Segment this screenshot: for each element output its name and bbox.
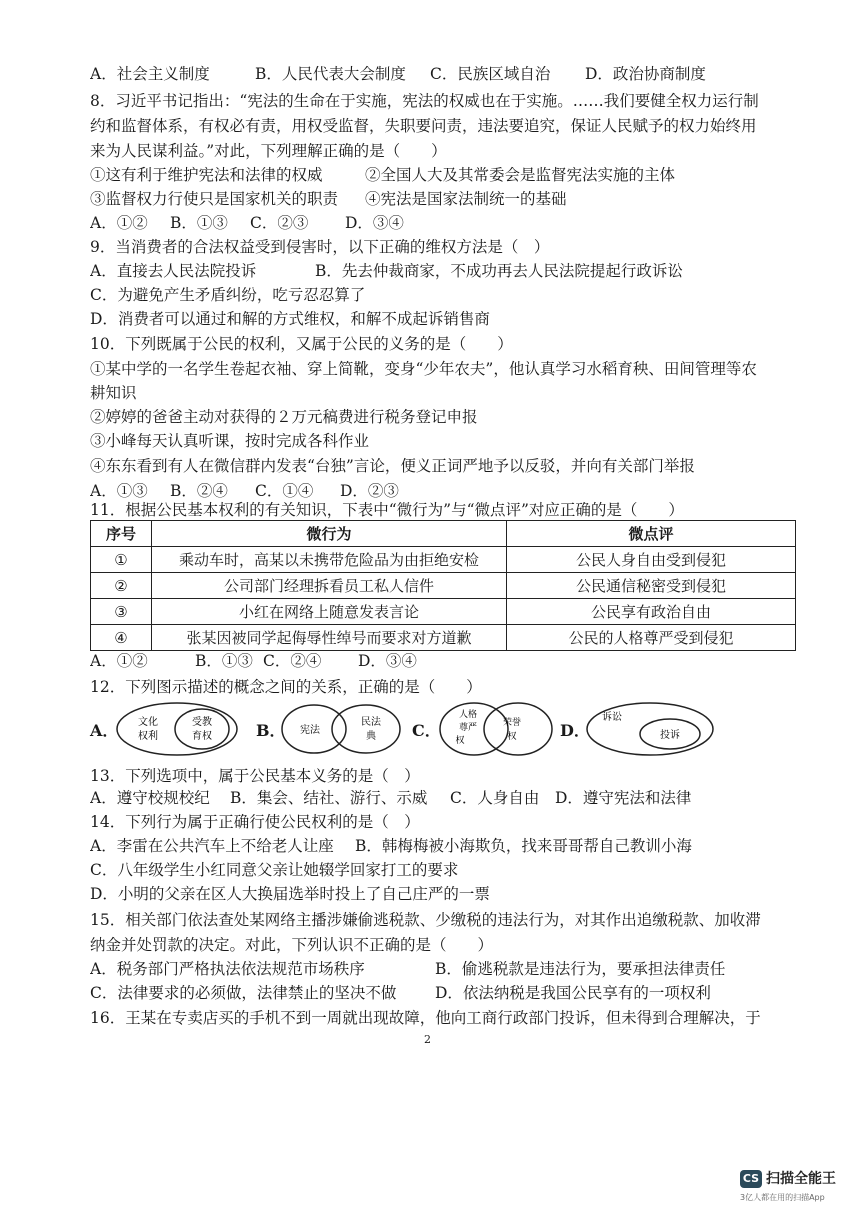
table-cell-index: ③ [91,599,152,625]
table-header-comment: 微点评 [507,521,796,547]
q8-statement-1: ①这有利于维护宪法和法律的权威 [90,166,323,184]
table-cell-index: ② [91,573,152,599]
q12-diagram-a [114,700,240,758]
q8-statement-2: ②全国人大及其常委会是监督宪法实施的主体 [365,166,676,184]
table-row [91,573,796,599]
q8-stem-line-2: 约和监督体系，有权必有责，用权受监督，失职要问责，违法要追究，保证人民赋予的权力始终用 [90,117,757,135]
q15-option-b: B．偷逃税款是违法行为，要承担法律责任 [435,960,726,978]
q12-c-right-label-2: 权 [507,732,517,742]
q8-statements-row-2 [90,189,790,209]
q15-options-row-2 [90,983,790,1003]
q10-stem: 10．下列既属于公民的权利，又属于公民的义务的是（ ） [90,335,513,353]
q7-option-b: B．人民代表大会制度 [255,65,406,83]
q12-c-left-label-1: 人格 [458,710,478,720]
table-cell-behavior: 张某因被同学起侮辱性绰号而要求对方道歉 [152,625,507,651]
q12-c-right-label-1: 荣誉 [502,718,522,728]
q9-stem: 9．当消费者的合法权益受到侵害时，以下正确的维权方法是（ ） [90,238,550,256]
q12-diagram-b [278,700,406,758]
table-row [91,599,796,625]
q8-stem-line-3: 来为人民谋利益。”对此，下列理解正确的是（ ） [90,142,447,160]
q9-options-row-1 [90,261,790,281]
table-cell-behavior: 乘动车时，高某以未携带危险品为由拒绝安检 [152,547,507,573]
q10-statement-2: ②婷婷的爸爸主动对获得的２万元稿费进行税务登记申报 [90,408,478,426]
q10-option-b: B．②④ [170,482,228,500]
q8-option-b: B．①③ [170,214,228,232]
table-cell-index: ④ [91,625,152,651]
table-cell-behavior: 小红在网络上随意发表言论 [152,599,507,625]
q13-option-a: A．遵守校规校纪 [90,789,210,807]
q11-option-d: D．③④ [358,652,417,670]
scanner-logo-icon: CS [740,1170,762,1188]
q14-option-c: C．八年级学生小红同意父亲让她辍学回家打工的要求 [90,861,459,879]
q8-option-a: A．①② [90,214,148,232]
q11-option-c: C．②④ [263,652,322,670]
q10-option-c: C．①④ [255,482,314,500]
q8-statement-4: ④宪法是国家法制统一的基础 [365,190,567,208]
q12-c-left-label-3: 权 [455,736,465,746]
q16-stem: 16．王某在专卖店买的手机不到一周就出现故障，他向工商行政部门投诉，但未得到合理解决，于 [90,1009,761,1027]
q12-d-outer-label: 诉讼 [602,712,622,723]
table-header-behavior: 微行为 [152,521,507,547]
q15-option-d: D．依法纳税是我国公民享有的一项权利 [435,984,711,1002]
table-header-row [91,521,796,547]
table-cell-comment: 公民人身自由受到侵犯 [507,547,796,573]
q12-a-inner-label-2: 育权 [192,731,212,742]
q14-option-a: A．李雷在公共汽车上不给老人让座 [90,837,334,855]
q7-option-c: C．民族区域自治 [430,65,551,83]
q12-diagram-d [584,700,718,758]
q12-stem: 12．下列图示描述的概念之间的关系，正确的是（ ） [90,678,482,696]
q10-statement-1-line-1: ①某中学的一名学生卷起衣袖、穿上简靴，变身“少年农夫”，他认真学习水稻育秧、田间管理等农 [90,360,757,378]
q12-diagrams [90,700,810,760]
q12-diagram-c [436,700,558,758]
q14-option-d: D．小明的父亲在区人大换届选举时投上了自己庄严的一票 [90,885,490,903]
q14-stem: 14．下列行为属于正确行使公民权利的是（ ） [90,813,420,831]
q12-b-right-label-1: 民法 [361,717,381,728]
q12-b-left-label: 宪法 [300,725,320,736]
q13-option-d: D．遵守宪法和法律 [555,789,692,807]
q14-option-b: B．韩梅梅被小海欺负，找来哥哥帮自己教训小海 [355,837,692,855]
q11-option-b: B．①③ [195,652,253,670]
q11-stem: 11．根据公民基本权利的有关知识，下表中“微行为”与“微点评”对应正确的是（ ） [90,501,684,519]
table-cell-comment: 公民享有政治自由 [507,599,796,625]
q9-option-d: D．消费者可以通过和解的方式维权，和解不成起诉销售商 [90,310,490,328]
q11-option-a: A．①② [90,652,148,670]
q12-a-inner-label-1: 受教 [192,717,212,728]
q15-option-c: C．法律要求的必须做，法律禁止的坚决不做 [90,984,397,1002]
q11-table [90,520,796,651]
q13-stem: 13．下列选项中，属于公民基本义务的是（ ） [90,767,420,785]
table-cell-comment: 公民的人格尊严受到侵犯 [507,625,796,651]
q15-options-row-1 [90,959,790,979]
q10-option-d: D．②③ [340,482,399,500]
q8-option-c: C．②③ [250,214,309,232]
q12-option-d-label: D． [560,721,590,740]
q8-options [90,213,790,233]
q12-b-right-label-2: 典 [366,731,376,742]
q13-option-b: B．集会、结社、游行、示威 [230,789,428,807]
table-header-index: 序号 [91,521,152,547]
scanner-watermark [740,1168,840,1208]
q8-stem-line-1: 8．习近平书记指出：“宪法的生命在于实施，宪法的权威也在于实施。……我们要健全权力运行制 [90,92,759,110]
q12-c-left-label-2: 尊严 [458,723,478,733]
q12-a-outer-label-2: 权利 [138,731,158,742]
page-number: 2 [424,1033,431,1046]
q10-options [90,481,790,501]
scanner-tagline: 3亿人都在用的扫描App [740,1193,825,1202]
q15-stem-line-2: 纳金并处罚款的决定。对此，下列认识不正确的是（ ） [90,936,494,954]
q13-options [90,788,790,808]
q7-option-d: D．政治协商制度 [585,65,706,83]
q12-option-c-label: C． [412,721,441,740]
table-row [91,547,796,573]
table-cell-behavior: 公司部门经理拆看员工私人信件 [152,573,507,599]
q15-stem-line-1: 15．相关部门依法查处某网络主播涉嫌偷逃税款、少缴税的违法行为，对其作出追缴税款、加收滞 [90,911,761,929]
q12-option-b-label: B． [256,721,286,740]
q9-option-b: B．先去仲裁商家，不成功再去人民法院提起行政诉讼 [315,262,683,280]
q7-options [90,64,790,84]
q12-option-a-label: A． [90,721,119,740]
q9-option-c: C．为避免产生矛盾纠纷，吃亏忍忍算了 [90,286,366,304]
q13-option-c: C．人身自由 [450,789,540,807]
q9-option-a: A．直接去人民法院投诉 [90,262,257,280]
q15-option-a: A．税务部门严格执法依法规范市场秩序 [90,960,365,978]
q12-d-inner-label: 投诉 [660,730,680,741]
q8-statement-3: ③监督权力行使只是国家机关的职责 [90,190,339,208]
q10-option-a: A．①③ [90,482,148,500]
q8-statements-row-1 [90,165,790,185]
q10-statement-1-line-2: 耕知识 [90,384,137,402]
q7-option-a: A．社会主义制度 [90,65,210,83]
q10-statement-3: ③小峰每天认真听课，按时完成各科作业 [90,432,370,450]
q12-a-outer-label-1: 文化 [138,717,158,728]
scanner-app-name: 扫描全能王 [766,1171,836,1187]
q8-option-d: D．③④ [345,214,404,232]
q10-statement-4: ④东东看到有人在微信群内发表“台独”言论，便义正词严地予以反驳，并向有关部门举报 [90,457,695,475]
q14-options-row-1 [90,836,790,856]
q11-options [90,651,790,671]
table-row [91,625,796,651]
table-cell-index: ① [91,547,152,573]
table-cell-comment: 公民通信秘密受到侵犯 [507,573,796,599]
